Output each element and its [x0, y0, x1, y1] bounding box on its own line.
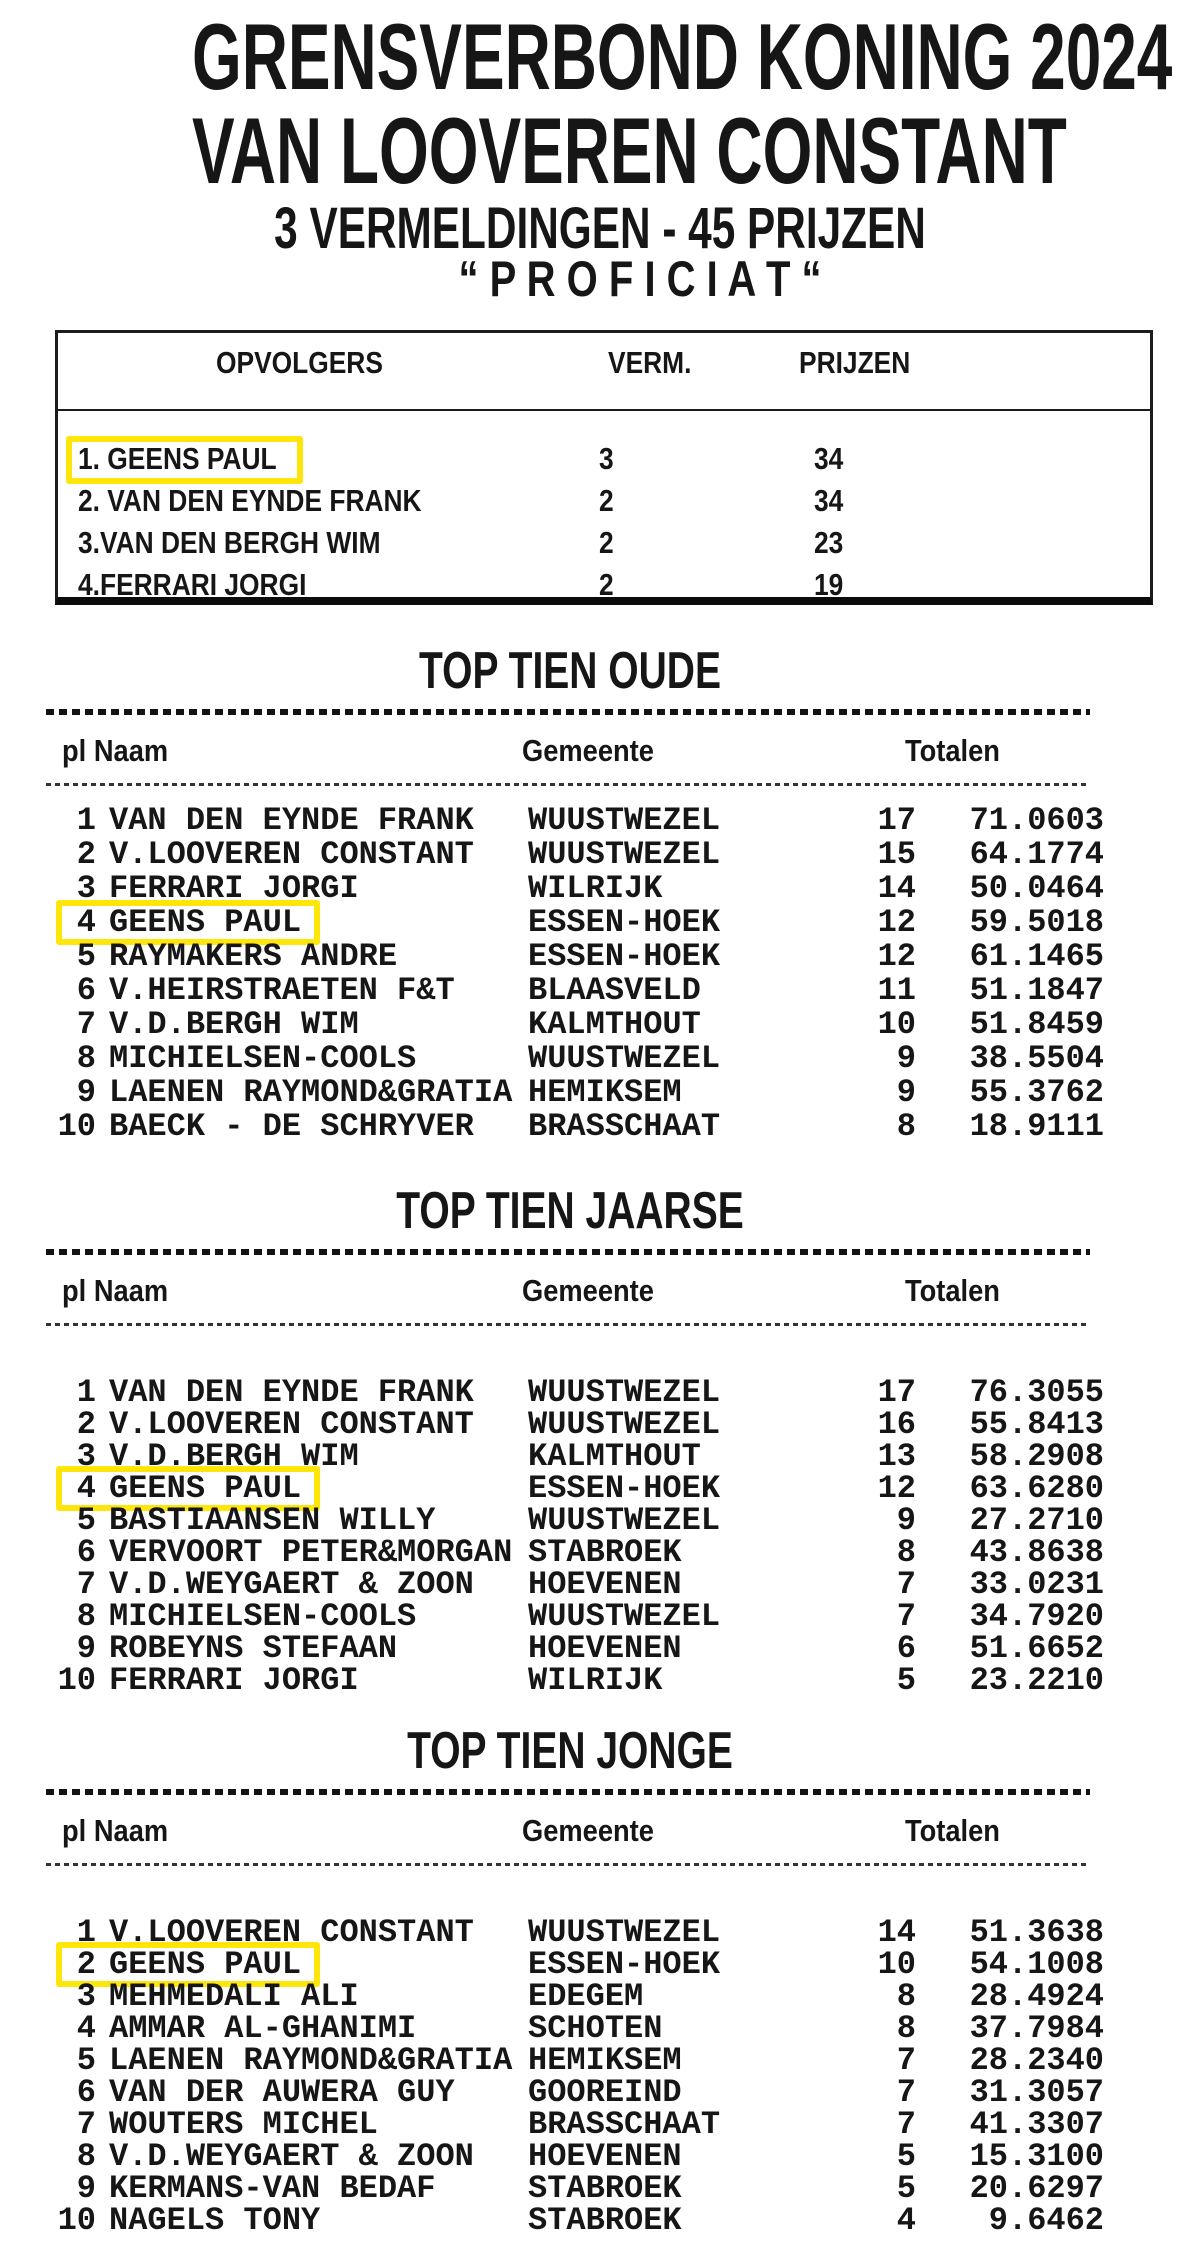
- list-row: [0, 1470, 1200, 1507]
- name-value: MICHIELSEN-COOLS: [109, 1598, 417, 1635]
- gemeente-value: ESSEN-HOEK: [528, 938, 721, 975]
- gemeente-value: HEMIKSEM: [528, 2042, 682, 2079]
- verm-count: 12: [877, 1470, 916, 1507]
- name-value: V.D.BERGH WIM: [109, 1438, 359, 1475]
- verm-count: 9: [896, 1074, 916, 1111]
- gemeente-value: BRASSCHAAT: [528, 2106, 721, 2143]
- prijzen-value: 19: [814, 567, 844, 602]
- totaal-value: 55.3762: [969, 1074, 1104, 1111]
- name-value: V.HEIRSTRAETEN F&T: [109, 972, 455, 1009]
- opvolgers-table-body: [58, 333, 1150, 602]
- name-value: V.LOOVEREN CONSTANT: [109, 1914, 474, 1951]
- verm-count: 5: [896, 2138, 916, 2175]
- name-value: VERVOORT PETER&MORGAN: [109, 1534, 513, 1571]
- prijzen-value: 34: [814, 483, 844, 518]
- place-value: 7: [76, 2106, 96, 2143]
- list-row: [0, 1006, 1200, 1043]
- list-row: [0, 2074, 1200, 2111]
- gemeente-value: HOEVENEN: [528, 2138, 682, 2175]
- verm-count: 8: [896, 1108, 916, 1145]
- verm-count: 4: [896, 2202, 916, 2239]
- totaal-value: 58.2908: [969, 1438, 1104, 1475]
- gemeente-value: WUUSTWEZEL: [528, 1040, 721, 1077]
- totaal-value: 51.1847: [969, 972, 1104, 1009]
- place-value: 8: [76, 1598, 96, 1635]
- totaal-value: 61.1465: [969, 938, 1104, 975]
- verm-value: 2: [599, 483, 614, 518]
- opvolgers-row: [58, 567, 1150, 609]
- column-header-prijzen: PRIJZEN: [799, 345, 911, 380]
- verm-count: 8: [896, 1534, 916, 1571]
- name-value: V.LOOVEREN CONSTANT: [109, 1406, 474, 1443]
- list-rows: [0, 1374, 1200, 1699]
- mentions-prizes-line: 3 VERMELDINGEN - 45 PRIJZEN: [274, 196, 926, 261]
- totaal-value: 51.6652: [969, 1630, 1104, 1667]
- verm-count: 5: [896, 2170, 916, 2207]
- name-value: BAECK - DE SCHRYVER: [109, 1108, 474, 1145]
- column-header-totalen: Totalen: [905, 733, 1000, 768]
- place-value: 1: [76, 802, 96, 839]
- totaal-value: 64.1774: [969, 836, 1104, 873]
- place-value: 7: [76, 1566, 96, 1603]
- name-value: V.D.BERGH WIM: [109, 1006, 359, 1043]
- place-value: 3: [76, 1438, 96, 1475]
- verm-count: 7: [896, 2106, 916, 2143]
- totaal-value: 50.0464: [969, 870, 1104, 907]
- place-value: 4: [76, 1470, 96, 1507]
- place-value: 2: [76, 1946, 96, 1983]
- list-row: [0, 1406, 1200, 1443]
- totaal-value: 15.3100: [969, 2138, 1104, 2175]
- gemeente-value: BRASSCHAAT: [528, 1108, 721, 1145]
- dashed-divider-thin: [46, 1323, 1090, 1326]
- totaal-value: 41.3307: [969, 2106, 1104, 2143]
- place-value: 9: [76, 2170, 96, 2207]
- section-top-tien-oude: [0, 642, 1200, 1175]
- gemeente-value: ESSEN-HOEK: [528, 1946, 721, 1983]
- name-value: VAN DEN EYNDE FRANK: [109, 802, 474, 839]
- verm-count: 17: [877, 802, 916, 839]
- column-header-pl-naam: pl Naam: [62, 1813, 169, 1848]
- page-title: GRENSVERBOND KONING 2024: [192, 4, 1173, 109]
- name-value: VAN DER AUWERA GUY: [109, 2074, 455, 2111]
- gemeente-value: STABROEK: [528, 1534, 682, 1571]
- list-row: [0, 1374, 1200, 1411]
- prijzen-value: 23: [814, 525, 844, 560]
- list-row: [0, 1630, 1200, 1667]
- name-value: WOUTERS MICHEL: [109, 2106, 378, 2143]
- place-value: 1: [76, 1374, 96, 1411]
- verm-count: 11: [877, 972, 916, 1009]
- list-row: [0, 1978, 1200, 2015]
- totaal-value: 54.1008: [969, 1946, 1104, 1983]
- verm-count: 9: [896, 1502, 916, 1539]
- name-value: BASTIAANSEN WILLY: [109, 1502, 436, 1539]
- section-title: TOP TIEN JAARSE: [396, 1182, 744, 1240]
- name-value: VAN DEN EYNDE FRANK: [109, 1374, 474, 1411]
- list-row: [0, 2106, 1200, 2143]
- opvolgers-row: [58, 525, 1150, 567]
- dashed-divider-bold: [46, 1249, 1090, 1255]
- dashed-divider-bold: [46, 1789, 1090, 1795]
- gemeente-value: HEMIKSEM: [528, 1074, 682, 1111]
- column-header-totalen: Totalen: [905, 1813, 1000, 1848]
- verm-count: 8: [896, 1978, 916, 2015]
- name-value: GEENS PAUL: [109, 1470, 302, 1507]
- verm-count: 14: [877, 1914, 916, 1951]
- verm-count: 10: [877, 1946, 916, 1983]
- gemeente-value: WUUSTWEZEL: [528, 836, 721, 873]
- verm-count: 7: [896, 1598, 916, 1635]
- list-column-headers: [0, 733, 1200, 773]
- place-value: 4: [76, 2010, 96, 2047]
- name-value: V.D.WEYGAERT & ZOON: [109, 1566, 474, 1603]
- name-value: V.D.WEYGAERT & ZOON: [109, 2138, 474, 2175]
- opvolgers-table: [55, 330, 1153, 605]
- gemeente-value: GOOREIND: [528, 2074, 682, 2111]
- dashed-divider-thin: [46, 1863, 1090, 1866]
- place-value: 2: [76, 1406, 96, 1443]
- gemeente-value: HOEVENEN: [528, 1566, 682, 1603]
- name-value: FERRARI JORGI: [109, 1662, 359, 1699]
- place-value: 7: [76, 1006, 96, 1043]
- gemeente-value: WILRIJK: [528, 870, 663, 907]
- list-row: [0, 904, 1200, 941]
- gemeente-value: WUUSTWEZEL: [528, 1914, 721, 1951]
- gemeente-value: STABROEK: [528, 2170, 682, 2207]
- list-column-headers: [0, 1273, 1200, 1313]
- section-title: TOP TIEN JONGE: [407, 1722, 733, 1780]
- gemeente-value: BLAASVELD: [528, 972, 701, 1009]
- prijzen-value: 34: [814, 441, 844, 476]
- place-value: 3: [76, 1978, 96, 2015]
- gemeente-value: WILRIJK: [528, 1662, 663, 1699]
- list-row: [0, 1108, 1200, 1145]
- name-value: LAENEN RAYMOND&GRATIA: [109, 1074, 513, 1111]
- place-value: 6: [76, 1534, 96, 1571]
- name-value: RAYMAKERS ANDRE: [109, 938, 398, 975]
- column-header-gemeente: Gemeente: [522, 733, 654, 768]
- list-row: [0, 836, 1200, 873]
- name-value: MICHIELSEN-COOLS: [109, 1040, 417, 1077]
- place-value: 5: [76, 938, 96, 975]
- totaal-value: 38.5504: [969, 1040, 1104, 1077]
- totaal-value: 31.3057: [969, 2074, 1104, 2111]
- list-row: [0, 1502, 1200, 1539]
- totaal-value: 28.2340: [969, 2042, 1104, 2079]
- place-value: 6: [76, 972, 96, 1009]
- section-title: TOP TIEN OUDE: [419, 642, 721, 700]
- verm-count: 13: [877, 1438, 916, 1475]
- list-row: [0, 1040, 1200, 1077]
- list-rows: [0, 802, 1200, 1145]
- verm-count: 8: [896, 2010, 916, 2047]
- place-value: 9: [76, 1630, 96, 1667]
- verm-value: 3: [599, 441, 614, 476]
- gemeente-value: ESSEN-HOEK: [528, 1470, 721, 1507]
- winner-name-title: VAN LOOVEREN CONSTANT: [192, 98, 1067, 203]
- list-row: [0, 802, 1200, 839]
- totaal-value: 51.3638: [969, 1914, 1104, 1951]
- totaal-value: 18.9111: [969, 1108, 1104, 1145]
- column-header-gemeente: Gemeente: [522, 1273, 654, 1308]
- totaal-value: 27.2710: [969, 1502, 1104, 1539]
- column-header-pl-naam: pl Naam: [62, 733, 169, 768]
- proficiat-line: “ P R O F I C I A T “: [458, 251, 822, 307]
- name-value: GEENS PAUL: [109, 1946, 302, 1983]
- verm-count: 16: [877, 1406, 916, 1443]
- name-value: ROBEYNS STEFAAN: [109, 1630, 398, 1667]
- place-value: 10: [57, 2202, 96, 2239]
- verm-count: 12: [877, 938, 916, 975]
- verm-count: 7: [896, 2074, 916, 2111]
- list-row: [0, 1074, 1200, 1111]
- list-row: [0, 972, 1200, 1009]
- name-value: GEENS PAUL: [109, 904, 302, 941]
- totaal-value: 20.6297: [969, 2170, 1104, 2207]
- verm-count: 12: [877, 904, 916, 941]
- verm-count: 17: [877, 1374, 916, 1411]
- gemeente-value: ESSEN-HOEK: [528, 904, 721, 941]
- place-value: 4: [76, 904, 96, 941]
- place-value: 3: [76, 870, 96, 907]
- totaal-value: 51.8459: [969, 1006, 1104, 1043]
- totaal-value: 34.7920: [969, 1598, 1104, 1635]
- totaal-value: 9.6462: [988, 2202, 1104, 2239]
- place-value: 8: [76, 1040, 96, 1077]
- totaal-value: 76.3055: [969, 1374, 1104, 1411]
- list-row: [0, 2042, 1200, 2079]
- verm-value: 2: [599, 525, 614, 560]
- name-value: LAENEN RAYMOND&GRATIA: [109, 2042, 513, 2079]
- column-header-pl-naam: pl Naam: [62, 1273, 169, 1308]
- totaal-value: 71.0603: [969, 802, 1104, 839]
- place-value: 9: [76, 1074, 96, 1111]
- list-row: [0, 2202, 1200, 2239]
- place-value: 10: [57, 1662, 96, 1699]
- section-top-tien-jonge: [0, 1722, 1200, 2241]
- list-row: [0, 2138, 1200, 2175]
- section-top-tien-jaarse: [0, 1182, 1200, 1715]
- dashed-divider-bold: [46, 709, 1090, 715]
- gemeente-value: HOEVENEN: [528, 1630, 682, 1667]
- name-value: AMMAR AL-GHANIMI: [109, 2010, 417, 2047]
- column-header-verm: VERM.: [608, 345, 692, 380]
- opvolgers-row: [58, 441, 1150, 483]
- place-value: 10: [57, 1108, 96, 1145]
- totaal-value: 33.0231: [969, 1566, 1104, 1603]
- opvolger-name: 2. VAN DEN EYNDE FRANK: [78, 483, 422, 518]
- list-row: [0, 1946, 1200, 1983]
- list-row: [0, 1662, 1200, 1699]
- verm-value: 2: [599, 567, 614, 602]
- list-row: [0, 938, 1200, 975]
- list-row: [0, 1598, 1200, 1635]
- verm-count: 7: [896, 2042, 916, 2079]
- place-value: 5: [76, 1502, 96, 1539]
- gemeente-value: WUUSTWEZEL: [528, 1406, 721, 1443]
- totaal-value: 55.8413: [969, 1406, 1104, 1443]
- verm-count: 6: [896, 1630, 916, 1667]
- totaal-value: 37.7984: [969, 2010, 1104, 2047]
- name-value: NAGELS TONY: [109, 2202, 321, 2239]
- place-value: 8: [76, 2138, 96, 2175]
- opvolger-name: 3.VAN DEN BERGH WIM: [78, 525, 381, 560]
- gemeente-value: WUUSTWEZEL: [528, 1502, 721, 1539]
- verm-count: 10: [877, 1006, 916, 1043]
- opvolger-name: 1. GEENS PAUL: [78, 441, 277, 476]
- totaal-value: 63.6280: [969, 1470, 1104, 1507]
- place-value: 2: [76, 836, 96, 873]
- name-value: KERMANS-VAN BEDAF: [109, 2170, 436, 2207]
- list-row: [0, 2170, 1200, 2207]
- verm-count: 5: [896, 1662, 916, 1699]
- verm-count: 7: [896, 1566, 916, 1603]
- list-row: [0, 2010, 1200, 2047]
- name-value: V.LOOVEREN CONSTANT: [109, 836, 474, 873]
- column-header-totalen: Totalen: [905, 1273, 1000, 1308]
- gemeente-value: WUUSTWEZEL: [528, 802, 721, 839]
- gemeente-value: KALMTHOUT: [528, 1438, 701, 1475]
- column-header-gemeente: Gemeente: [522, 1813, 654, 1848]
- dashed-divider-thin: [46, 783, 1090, 786]
- verm-count: 15: [877, 836, 916, 873]
- gemeente-value: EDEGEM: [528, 1978, 644, 2015]
- totaal-value: 59.5018: [969, 904, 1104, 941]
- verm-count: 9: [896, 1040, 916, 1077]
- gemeente-value: STABROEK: [528, 2202, 682, 2239]
- gemeente-value: KALMTHOUT: [528, 1006, 701, 1043]
- totaal-value: 23.2210: [969, 1662, 1104, 1699]
- opvolger-name: 4.FERRARI JORGI: [78, 567, 307, 602]
- column-header-opvolgers: OPVOLGERS: [216, 345, 383, 380]
- place-value: 1: [76, 1914, 96, 1951]
- place-value: 5: [76, 2042, 96, 2079]
- totaal-value: 43.8638: [969, 1534, 1104, 1571]
- name-value: FERRARI JORGI: [109, 870, 359, 907]
- name-value: MEHMEDALI ALI: [109, 1978, 359, 2015]
- list-rows: [0, 1914, 1200, 2239]
- gemeente-value: WUUSTWEZEL: [528, 1598, 721, 1635]
- list-column-headers: [0, 1813, 1200, 1853]
- list-row: [0, 1566, 1200, 1603]
- list-row: [0, 1534, 1200, 1571]
- totaal-value: 28.4924: [969, 1978, 1104, 2015]
- gemeente-value: SCHOTEN: [528, 2010, 663, 2047]
- verm-count: 14: [877, 870, 916, 907]
- place-value: 6: [76, 2074, 96, 2111]
- opvolgers-row: [58, 483, 1150, 525]
- gemeente-value: WUUSTWEZEL: [528, 1374, 721, 1411]
